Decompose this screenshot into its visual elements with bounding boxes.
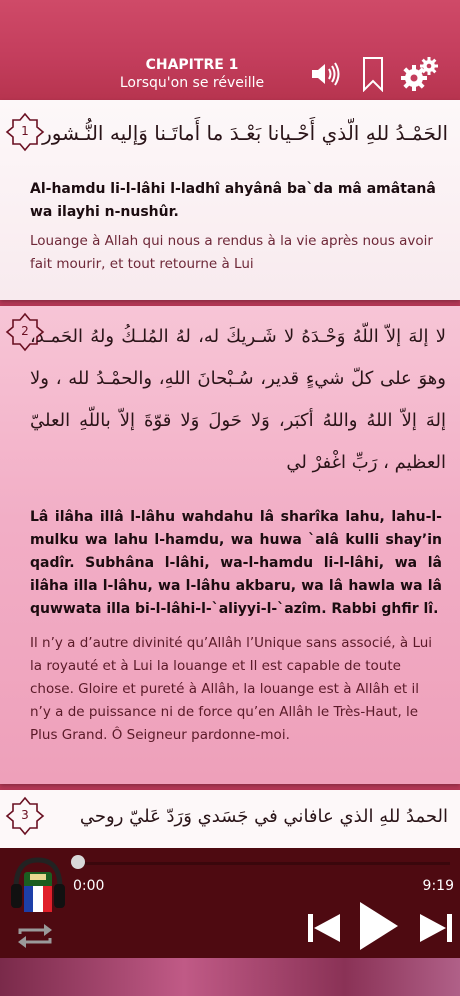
item-number-badge: 3 bbox=[5, 796, 45, 836]
arabic-text: الحمدُ للهِ الذي عافاني في جَسَدي وَرَدّ عَليّ روحي bbox=[79, 806, 448, 827]
bookmark-icon[interactable] bbox=[362, 56, 384, 92]
skip-back-icon[interactable] bbox=[306, 912, 342, 944]
background-strip bbox=[0, 958, 460, 996]
dua-card-1[interactable] bbox=[0, 100, 460, 300]
gear-icon[interactable] bbox=[400, 56, 440, 92]
item-number-badge: 2 bbox=[5, 312, 45, 352]
translation-text: Il n’y a d’autre divinité qu’Allâh l’Unique sans associé, à Lui la royauté et à Lui la louange et Il est capable de toute chose. Gloire et pureté à Allâh, la louange est à Allâh et il n’y a de puissance ni de force qu’en Allâh le Très-Haut, le Plus Grand. Ô Seigneur pardonne-moi. bbox=[30, 635, 433, 743]
arabic-text: لا إلهَ إلاّ اللّهُ وَحْـدَهُ لا شَـريكَ له، لهُ المُلـكُ ولهُ الحَمـد، وهوَ على كلّ شيءٍ قدير، سُـبْحانَ اللهِ، والحمْـدُ لله ، ولا إلهَ إلاّ اللهُ واللهُ أكبَر، وَلا حَولَ وَلا قوّةَ إلاّ باللّهِ العليّ العظيم ، رَبِّ اغْفرْ لي bbox=[30, 326, 446, 473]
speaker-icon[interactable] bbox=[310, 60, 344, 88]
audio-player bbox=[0, 848, 460, 958]
transliteration-text: Al-hamdu li-l-lâhi l-ladhî ahyânâ ba`da mâ amâtanâ wa ilayhi n-nushûr. bbox=[30, 181, 436, 220]
dua-card-2[interactable] bbox=[0, 306, 460, 784]
item-number-badge: 1 bbox=[5, 112, 45, 152]
current-time: 0:00 bbox=[73, 878, 105, 894]
play-icon[interactable] bbox=[358, 900, 400, 952]
app-logo-icon bbox=[8, 854, 68, 916]
repeat-icon[interactable] bbox=[14, 920, 56, 952]
skip-forward-icon[interactable] bbox=[418, 912, 454, 944]
translation-text: Louange à Allah qui nous a rendus à la vie après nous avoir fait mourir, et tout retourne à Lui bbox=[30, 233, 433, 272]
top-header bbox=[0, 0, 460, 100]
chapter-title: CHAPITRE 1 bbox=[145, 57, 239, 73]
total-time: 9:19 bbox=[422, 878, 454, 894]
progress-thumb[interactable] bbox=[71, 855, 85, 869]
transliteration-text: Lâ ilâha illâ l-lâhu wahdahu lâ sharîka lahu, lahu-l-mulku wa lahu l-hamdu, wa huwa `alâ kulli shay’in qadîr. Subhâna l-lâhi, wa-l-hamdu li-l-lâhi, wa lâ ilâha illa l-lâhu, wa l-lâhu akbaru, wa lâ hawla wa lâ quwwata illa bi-l-lâhi-l-`aliyyi-l-`azîm. Rabbi ghfir lî. bbox=[30, 509, 442, 617]
arabic-text: الحَمْـدُ للهِ الّذي أَحْـيانا بَعْـدَ ما أَماتَـنا وَإليه النُّـشور bbox=[42, 121, 448, 145]
progress-track[interactable] bbox=[76, 862, 450, 865]
dua-card-3[interactable] bbox=[0, 790, 460, 850]
chapter-subtitle: Lorsqu'on se réveille bbox=[119, 75, 265, 91]
